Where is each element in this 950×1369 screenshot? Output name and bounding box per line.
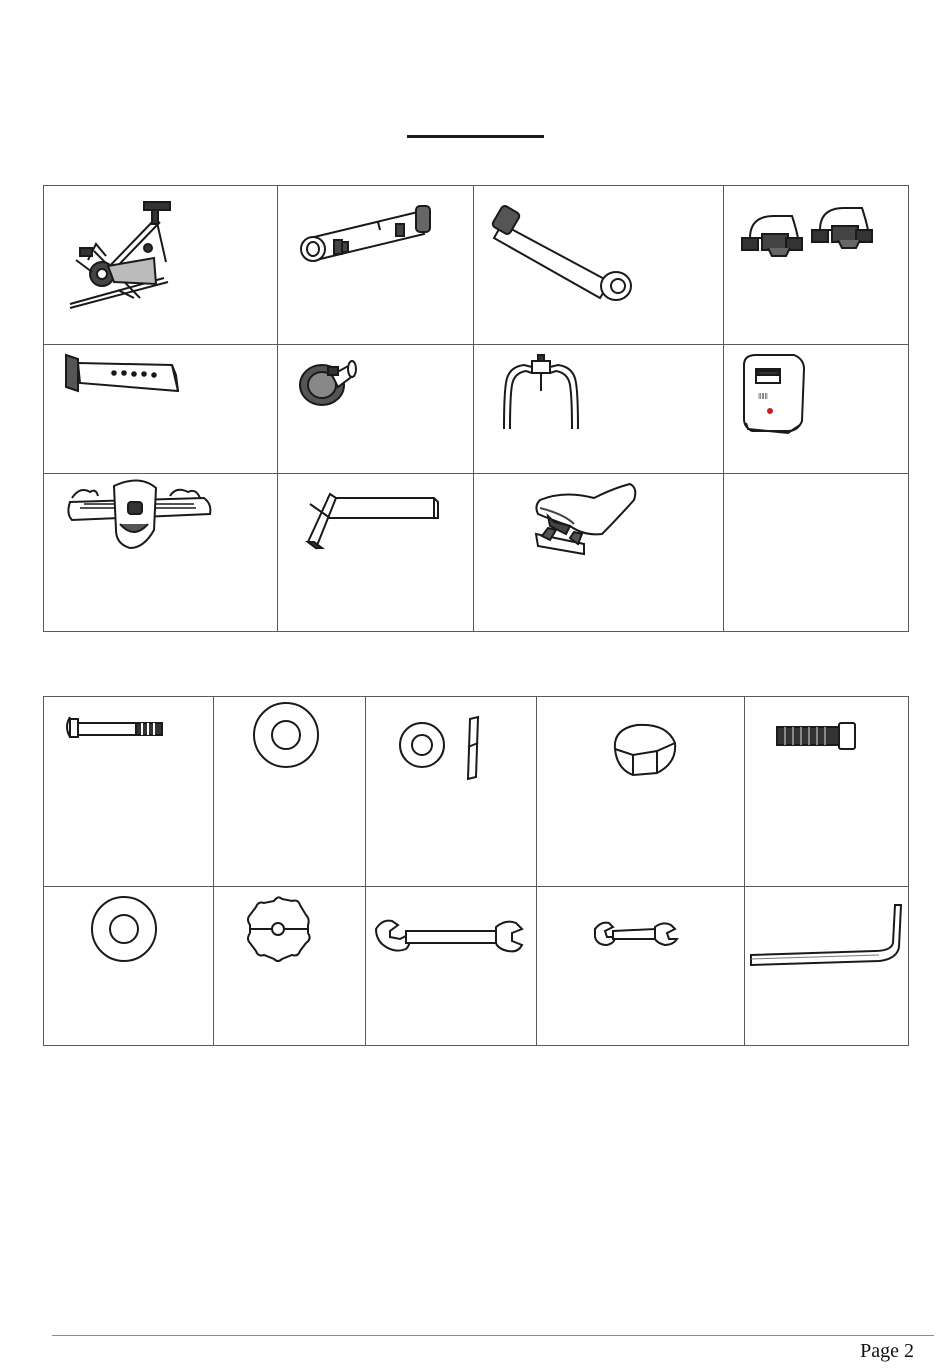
hardware-cell-spring-washer <box>366 697 537 887</box>
small-wrench-icon <box>537 887 745 1046</box>
flat-washer-icon <box>214 697 366 887</box>
rear-stabilizer-tube-icon <box>474 186 724 345</box>
hardware-cell-small-wrench <box>537 887 745 1046</box>
star-knob-icon <box>214 887 366 1046</box>
page-number: Page 2 <box>860 1340 914 1362</box>
console-monitor-icon <box>724 345 909 474</box>
hardware-cell-flat-washer <box>214 697 366 887</box>
footer-divider <box>52 1335 934 1336</box>
allen-key-icon <box>745 887 909 1046</box>
hardware-cell-star-knob <box>214 887 366 1046</box>
parts-cell-pedals <box>724 186 909 345</box>
carriage-bolt-icon <box>44 697 214 887</box>
parts-cell-adjustment-knob <box>278 345 474 474</box>
handlebar-icon <box>474 345 724 474</box>
parts-cell-bottle-holder <box>44 474 278 632</box>
parts-cell-front-stabilizer <box>278 186 474 345</box>
parts-cell-saddle <box>474 474 724 632</box>
seat-post-icon <box>278 474 474 632</box>
hardware-cell-large-flat-washer <box>44 887 214 1046</box>
front-stabilizer-tube-icon <box>278 186 474 345</box>
hardware-cell-carriage-bolt <box>44 697 214 887</box>
large-flat-washer-icon <box>44 887 214 1046</box>
hardware-table <box>43 696 909 1046</box>
parts-cell-handlebar-post <box>44 345 278 474</box>
saddle-icon <box>474 474 724 632</box>
parts-cell-empty <box>724 474 909 632</box>
adjustment-knob-icon <box>278 345 474 474</box>
handlebar-post-icon <box>44 345 278 474</box>
parts-table <box>43 185 909 632</box>
parts-cell-console <box>724 345 909 474</box>
acorn-nut-icon <box>537 697 745 887</box>
hardware-cell-allen-key <box>745 887 909 1046</box>
parts-cell-rear-stabilizer <box>474 186 724 345</box>
large-wrench-icon <box>366 887 537 1046</box>
hardware-cell-hex-socket-bolt <box>745 697 909 887</box>
parts-cell-seat-post <box>278 474 474 632</box>
hardware-cell-large-wrench <box>366 887 537 1046</box>
water-bottle-holder-icon <box>44 474 278 632</box>
svg-text:ǁǁǁ: ǁǁǁ <box>758 392 768 401</box>
pedal-pair-icon <box>724 186 909 345</box>
parts-cell-frame <box>44 186 278 345</box>
spring-washer-icon <box>366 697 537 887</box>
exercise-bike-frame-icon <box>44 186 278 345</box>
parts-cell-handlebar <box>474 345 724 474</box>
hex-socket-bolt-icon <box>745 697 909 887</box>
title-underline <box>407 135 544 138</box>
hardware-cell-acorn-nut <box>537 697 745 887</box>
